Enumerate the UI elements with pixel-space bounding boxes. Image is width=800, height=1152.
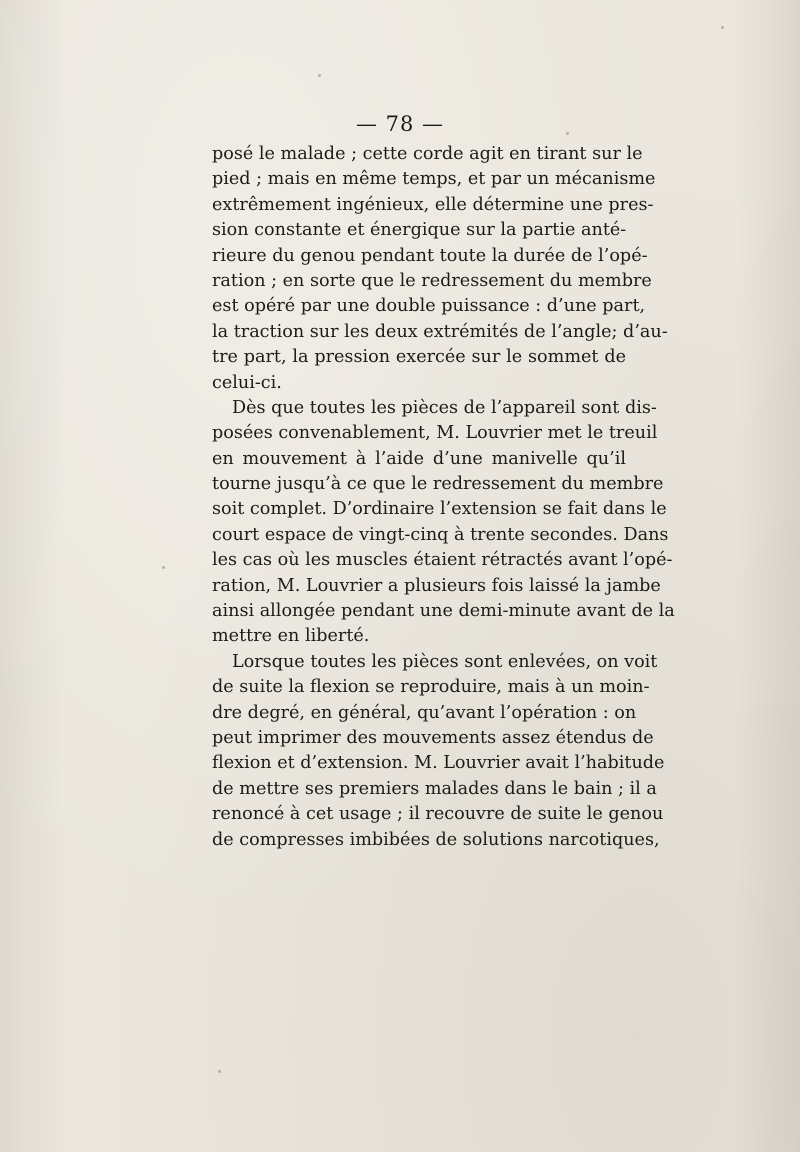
- text-line: peut imprimer des mouvements assez étendus de: [212, 727, 654, 748]
- text-line: tourne jusqu’à ce que le redressement du membre: [212, 474, 664, 495]
- text-line: de mettre ses premiers malades dans le bain ; il a: [212, 778, 657, 799]
- text-line: en mouvement à l’aide d’une manivelle qu’il: [212, 448, 626, 469]
- page-number: — 78 —: [355, 112, 445, 136]
- text-line: de suite la flexion se reproduire, mais à un moin-: [212, 677, 650, 698]
- text-line: sion constante et énergique sur la partie anté-: [212, 220, 627, 241]
- text-line: rieure du genou pendant toute la durée de l’opé-: [212, 245, 648, 266]
- paper-speck: [721, 26, 724, 29]
- text-line: dre degré, en général, qu’avant l’opération : on: [212, 702, 637, 723]
- text-line: mettre en liberté.: [212, 626, 370, 647]
- paragraph-start: Dès que toutes les pièces de l’appareil sont dis-: [232, 397, 657, 418]
- text-line: est opéré par une double puissance : d’une part,: [212, 296, 646, 317]
- text-line: la traction sur les deux extrémités de l’angle; d’au-: [212, 321, 668, 342]
- text-line: les cas où les muscles étaient rétractés avant l’opé-: [212, 550, 673, 571]
- text-line: de compresses imbibées de solutions narcotiques,: [212, 829, 660, 850]
- text-line: ainsi allongée pendant une demi-minute avant de la: [212, 601, 675, 622]
- text-line: posé le malade ; cette corde agit en tirant sur le: [212, 144, 643, 164]
- text-line: ration ; en sorte que le redressement du membre: [212, 270, 652, 291]
- text-line: renoncé à cet usage ; il recouvre de suite le genou: [212, 804, 664, 825]
- text-line: celui-ci.: [212, 372, 282, 393]
- paper-speck: [218, 1070, 221, 1073]
- text-line: flexion et d’extension. M. Louvrier avait l’habitude: [212, 753, 665, 774]
- text-line: posées convenablement, M. Louvrier met le treuil: [212, 423, 658, 444]
- body-text: [212, 142, 675, 853]
- text-line: pied ; mais en même temps, et par un mécanisme: [212, 169, 656, 190]
- text-line: extrêmement ingénieux, elle détermine une pres-: [212, 194, 654, 215]
- paper-speck: [162, 566, 165, 569]
- text-line: court espace de vingt-cinq à trente secondes. Dans: [212, 524, 669, 545]
- paper-speck: [318, 74, 321, 77]
- paragraph-start: Lorsque toutes les pièces sont enlevées, on voit: [232, 651, 658, 672]
- text-line: tre part, la pression exercée sur le sommet de: [212, 347, 626, 368]
- text-line: soit complet. D’ordinaire l’extension se fait dans le: [212, 499, 667, 520]
- text-line: ration, M. Louvrier a plusieurs fois laissé la jambe: [212, 575, 661, 596]
